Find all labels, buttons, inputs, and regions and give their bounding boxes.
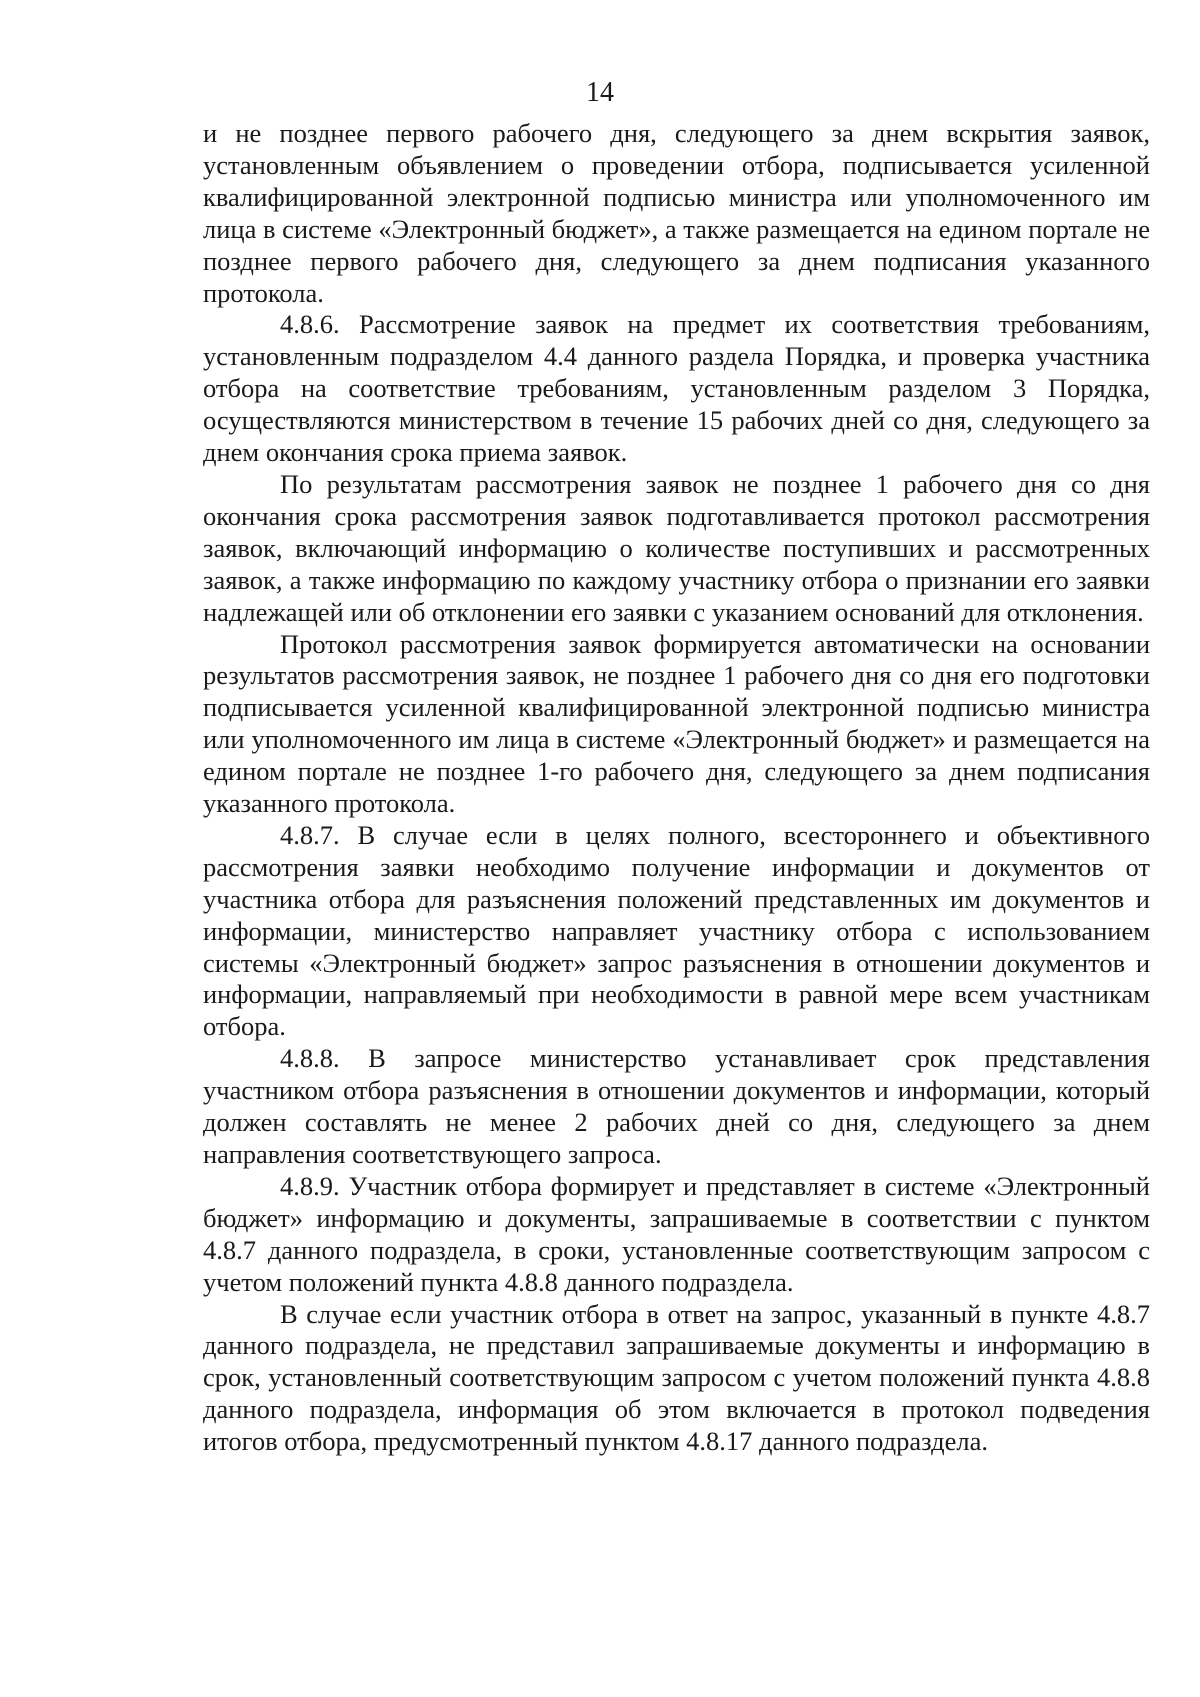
paragraph-4-8-9: 4.8.9. Участник отбора формирует и представляет в системе «Электронный бюджет» информацию и документы, запрашиваемые в соответствии с пунктом 4.8.7 данного подраздела, в сроки, установленные соответствующим запросом с учетом положений пункта 4.8.8 данного подраздела. [203,1170,1150,1297]
paragraph-non-response: В случае если участник отбора в ответ на запрос, указанный в пункте 4.8.7 данного подраздела, не представил запрашиваемые документы и информацию в срок, установленный соответствующим запросом с учетом положений пункта 4.8.8 данного подраздела, информация об этом включается в протокол подведения итогов отбора, предусмотренный пунктом 4.8.17 данного подраздела. [203,1298,1150,1457]
paragraph-4-8-6: 4.8.6. Рассмотрение заявок на предмет их соответствия требованиям, установленным подразделом 4.4 данного раздела Порядка, и проверка участника отбора на соответствие требованиям, установленным разделом 3 Порядка, осуществляются министерством в течение 15 рабочих дней со дня, следующего за днем окончания срока приема заявок. [203,309,1150,468]
paragraph-review-protocol: Протокол рассмотрения заявок формируется автоматически на основании результатов рассмотрения заявок, не позднее 1 рабочего дня со дня его подготовки подписывается усиленной квалифицированной электронной подписью министра или уполномоченного им лица в системе «Электронный бюджет» и размещается на едином портале не позднее 1-го рабочего дня, следующего за днем подписания указанного протокола. [203,628,1150,819]
page-number: 14 [586,77,614,108]
paragraph-4-8-8: 4.8.8. В запросе министерство устанавливает срок представления участником отбора разъяснения в отношении документов и информации, который должен составлять не менее 2 рабочих дней со дня, следующего за днем направления соответствующего запроса. [203,1043,1150,1169]
paragraph-review-results: По результатам рассмотрения заявок не позднее 1 рабочего дня со дня окончания срока рассмотрения заявок подготавливается протокол рассмотрения заявок, включающий информацию о количестве поступивших и рассмотренных заявок, а также информацию по каждому участнику отбора о признании его заявки надлежащей или об отклонении его заявки с указанием оснований для отклонения. [203,468,1150,627]
document-body [203,118,1150,1458]
paragraph-4-8-7: 4.8.7. В случае если в целях полного, всестороннего и объективного рассмотрения заявки необходимо получение информации и документов от участника отбора для разъяснения положений представленных им документов и информации, министерство направляет участнику отбора с использованием системы «Электронный бюджет» запрос разъяснения в отношении документов и информации, направляемый при необходимости в равной мере всем участникам отбора. [203,819,1150,1042]
paragraph-continuation: и не позднее первого рабочего дня, следующего за днем вскрытия заявок, установленным объявлением о проведении отбора, подписывается усиленной квалифицированной электронной подписью министра или уполномоченного им лица в системе «Электронный бюджет», а также размещается на едином портале не позднее первого рабочего дня, следующего за днем подписания указанного протокола. [203,118,1150,308]
